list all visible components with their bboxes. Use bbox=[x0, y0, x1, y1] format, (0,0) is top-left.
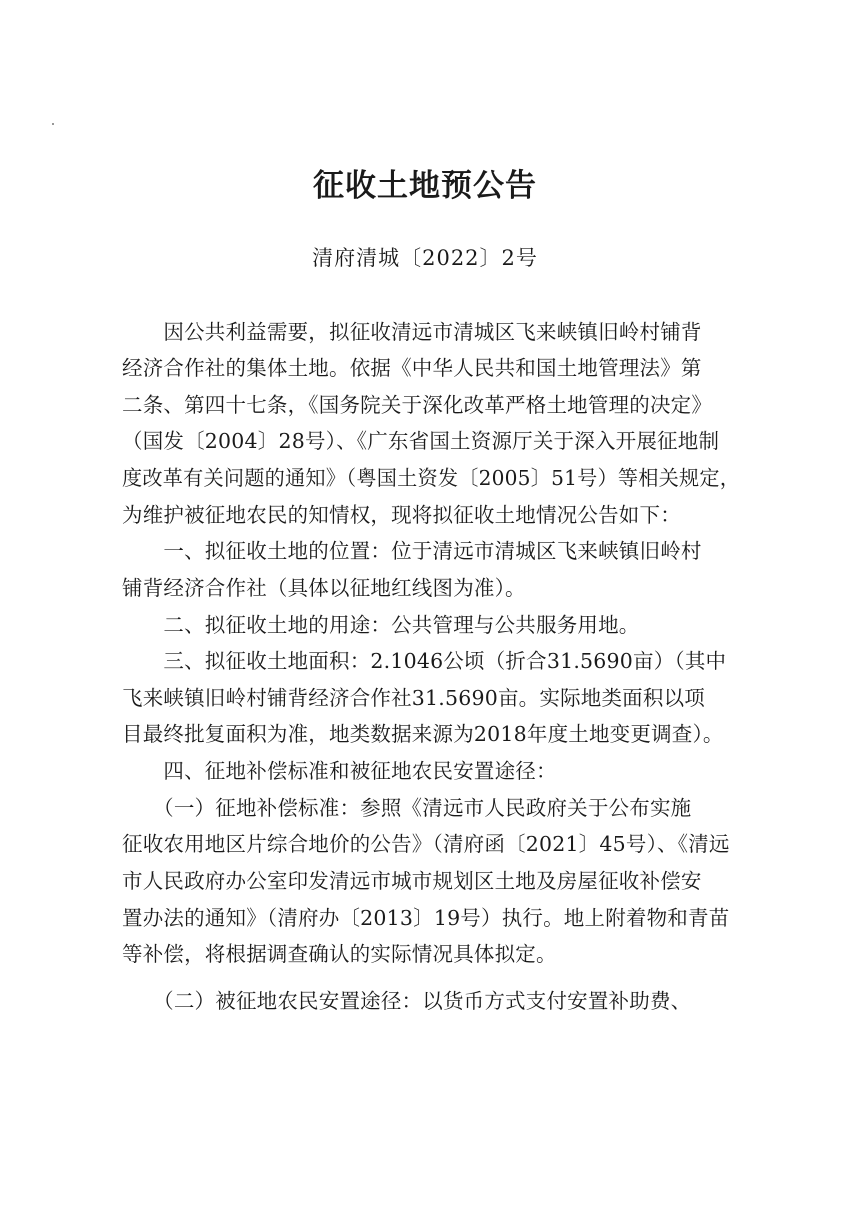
body-line: 二、拟征收土地的用途：公共管理与公共服务用地。 bbox=[122, 613, 640, 637]
document-number: 清府清城〔2022〕2号 bbox=[312, 246, 538, 270]
body-line: 二条、第四十七条，《国务院关于深化改革严格土地管理的决定》 bbox=[122, 393, 713, 417]
body-line: 因公共利益需要，拟征收清远市清城区飞来峡镇旧岭村铺背 bbox=[122, 320, 702, 344]
body-line: 经济合作社的集体土地。依据《中华人民共和国土地管理法》第 bbox=[122, 356, 702, 380]
body-line: 度改革有关问题的通知》（粤国土资发〔2005〕51号）等相关规定， bbox=[122, 466, 741, 490]
body-line: 置办法的通知》（清府办〔2013〕19号）执行。地上附着物和青苗 bbox=[122, 906, 730, 930]
body-line: 目最终批复面积为准，地类数据来源为2018年度土地变更调查）。 bbox=[122, 722, 724, 746]
body-line: 四、征地补偿标准和被征地农民安置途径： bbox=[122, 759, 557, 783]
body-line: 市人民政府办公室印发清远市城市规划区土地及房屋征收补偿安 bbox=[122, 869, 702, 893]
body-line: 三、拟征收土地面积：2.1046公顷（折合31.5690亩）（其中 bbox=[122, 649, 727, 673]
document-title: 征收土地预公告 bbox=[313, 168, 537, 204]
body-line: 铺背经济合作社（具体以征地红线图为准）。 bbox=[122, 576, 526, 600]
body-line: 征收农用地区片综合地价的公告》（清府函〔2021〕45号）、《清远 bbox=[122, 832, 730, 856]
body-line: 为维护被征地农民的知情权，现将拟征收土地情况公告如下： bbox=[122, 503, 681, 527]
scan-speck bbox=[52, 123, 54, 125]
body-line: 飞来峡镇旧岭村铺背经济合作社31.5690亩。实际地类面积以项 bbox=[122, 686, 705, 710]
body-line: （二）被征地农民安置途径：以货币方式支付安置补助费、 bbox=[122, 989, 692, 1013]
body-line: （国发〔2004〕28号）、《广东省国土资源厅关于深入开展征地制 bbox=[122, 429, 720, 453]
body-line: （一）征地补偿标准：参照《清远市人民政府关于公布实施 bbox=[122, 796, 692, 820]
body-line: 等补偿，将根据调查确认的实际情况具体拟定。 bbox=[122, 942, 557, 966]
body-line: 一、拟征收土地的位置：位于清远市清城区飞来峡镇旧岭村 bbox=[122, 539, 702, 563]
